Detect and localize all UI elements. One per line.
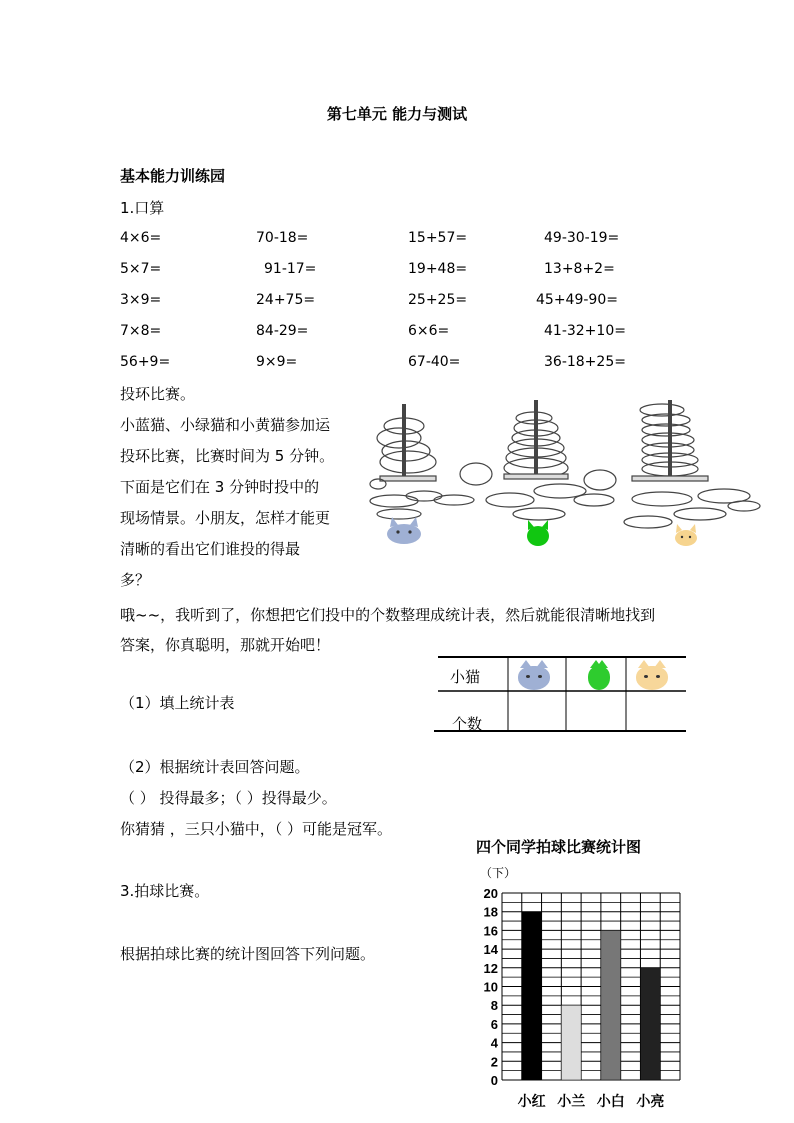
story-text [120, 410, 334, 596]
yellow-cat-icon [675, 524, 697, 546]
q2-heading: 投环比赛。 [120, 385, 196, 403]
green-cat-icon [588, 666, 610, 694]
y-tick-label: 16 [483, 923, 498, 939]
sub-question-2-blanks: （ ） 投得最多；（ ）投得最少。 [120, 789, 337, 807]
x-tick-label: 小兰 [557, 1094, 586, 1110]
arith-item: 13+8+2= [544, 261, 615, 277]
table-row-label-cat: 小猫 [450, 668, 481, 686]
bar-chart [470, 880, 696, 1116]
q3-instruction: 根据拍球比赛的统计图回答下列问题。 [120, 945, 376, 963]
bar [522, 912, 542, 1080]
arith-item: 24+75= [256, 292, 316, 308]
y-tick-label: 8 [490, 998, 498, 1014]
green-cat-icon [527, 520, 549, 546]
story-line: 小蓝猫、小绿猫和小黄猫参加运 [120, 416, 331, 434]
table-row-label-count: 个数 [452, 715, 483, 733]
y-tick-label: 2 [490, 1054, 498, 1070]
arith-item: 4×6= [120, 230, 162, 246]
y-tick-label: 6 [490, 1016, 498, 1032]
arith-item: 3×9= [120, 292, 162, 308]
arith-item: 70-18= [256, 230, 309, 246]
y-tick-label: 0 [490, 1073, 498, 1088]
prompt-line-1: 哦~~，我听到了，你想把它们投中的个数整理成统计表，然后就能很清晰地找到 [120, 606, 656, 624]
arith-item: 41-32+10= [544, 323, 626, 339]
sub-question-2: （2）根据统计表回答问题。 [120, 758, 310, 776]
arith-item: 45+49-90= [536, 292, 618, 308]
arith-item: 91-17= [264, 261, 317, 277]
x-tick-label: 小亮 [636, 1094, 665, 1110]
arith-item: 15+57= [408, 230, 468, 246]
chart-title: 四个同学拍球比赛统计图 [476, 838, 642, 856]
section-heading: 基本能力训练园 [120, 167, 226, 185]
arith-item: 84-29= [256, 323, 309, 339]
bar [601, 930, 621, 1080]
q3-heading: 3.拍球比赛。 [120, 882, 210, 900]
chart-y-unit: （下） [480, 866, 517, 880]
count-input-blue[interactable] [510, 697, 564, 731]
arith-item: 67-40= [408, 354, 461, 370]
sub-question-2-guess: 你猜猜 ，三只小猫中，（ ）可能是冠军。 [120, 820, 393, 838]
yellow-cat-icon [636, 666, 668, 694]
story-line: 现场情景。小朋友，怎样才能更 [120, 509, 331, 527]
prompt-line-2: 答案，你真聪明，那就开始吧！ [120, 636, 331, 654]
arith-item: 56+9= [120, 354, 171, 370]
x-tick-label: 小白 [596, 1094, 625, 1110]
arith-item: 25+25= [408, 292, 468, 308]
arith-item: 6×6= [408, 323, 450, 339]
y-tick-label: 18 [483, 904, 498, 920]
x-tick-label: 小红 [517, 1094, 546, 1110]
arith-item: 5×7= [120, 261, 162, 277]
arith-item: 7×8= [120, 323, 162, 339]
q1-label: 1.口算 [120, 199, 165, 217]
arith-item: 36-18+25= [544, 354, 626, 370]
bar [640, 968, 660, 1080]
y-tick-label: 12 [483, 960, 498, 976]
y-tick-label: 4 [490, 1035, 498, 1051]
ring-toss-illustration [364, 396, 774, 556]
story-line: 清晰的看出它们谁投的得最 [120, 540, 301, 558]
y-tick-label: 14 [483, 942, 498, 958]
arith-item: 9×9= [256, 354, 298, 370]
blue-cat-icon [387, 517, 421, 544]
bar [561, 1005, 581, 1080]
count-input-yellow[interactable] [628, 697, 684, 731]
sub-question-1: （1）填上统计表 [120, 694, 235, 712]
blue-cat-icon [518, 666, 550, 694]
story-line: 多？ [120, 571, 151, 589]
y-tick-label: 20 [483, 886, 498, 901]
arith-item: 19+48= [408, 261, 468, 277]
story-line: 下面是它们在 3 分钟时投中的 [120, 478, 320, 496]
page-title: 第七单元 能力与测试 [326, 105, 468, 123]
count-input-green[interactable] [568, 697, 624, 731]
y-tick-label: 10 [483, 979, 498, 995]
arith-item: 49-30-19= [544, 230, 620, 246]
story-line: 投环比赛，比赛时间为 5 分钟。 [120, 447, 335, 465]
